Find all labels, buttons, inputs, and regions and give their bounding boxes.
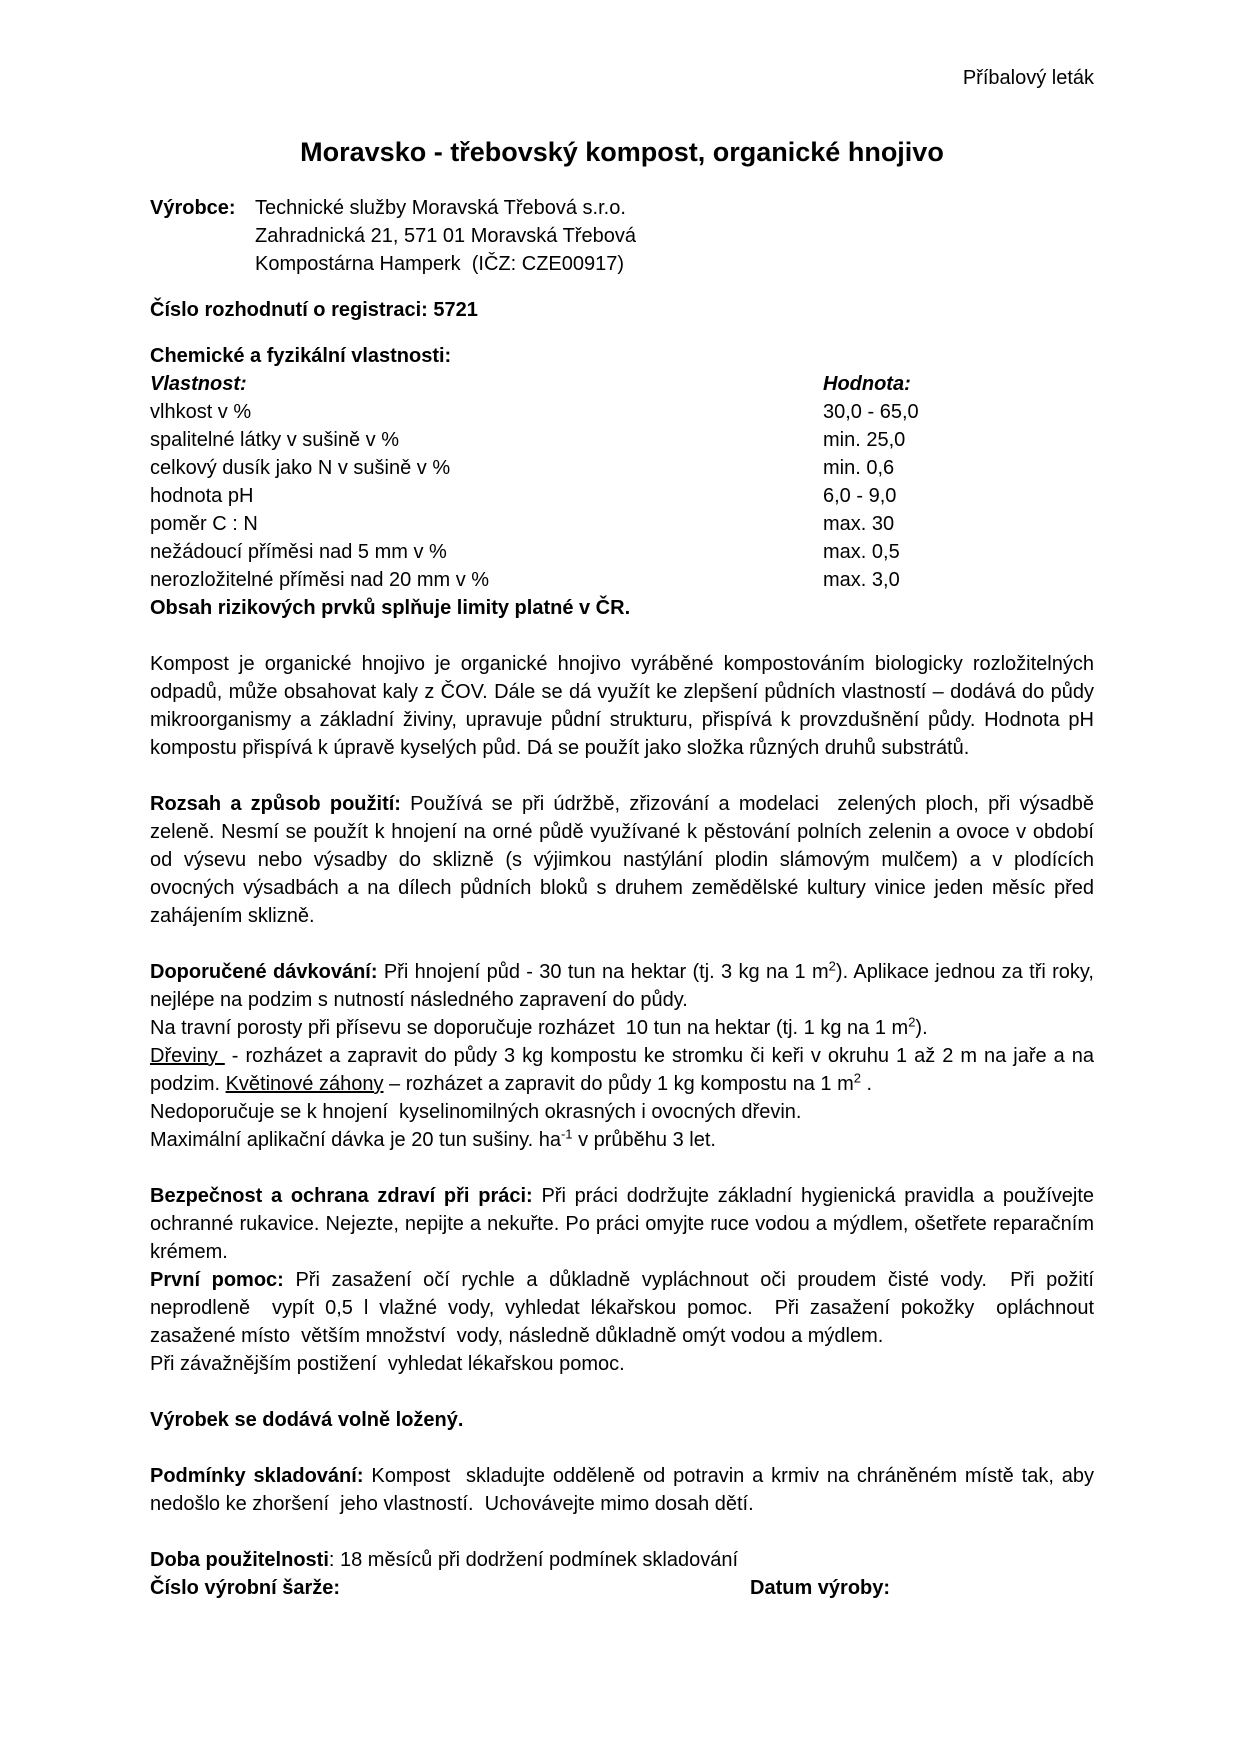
paragraph-usage: Rozsah a způsob použití: Používá se při údržbě, zřizování a modelaci zelených ploch, při výsadbě zeleně. Nesmí se použít k hnojení na orné půdě využívané k pěstování polních zelenin a ovoce v období od výsevu nebo výsadby do sklizně (s výjimkou nastýlání plodin slámovým mulčem) a v plodících ovocných výsadbách a na dílech půdních bloků s druhem zemědělské kultury vinice jeden měsíc před zahájením sklizně. [150,793,1100,927]
property-value: 30,0 - 65,0 [823,401,919,423]
table-row [150,426,1094,454]
producer-site: Kompostárna Hamperk (IČZ: CZE00917) [255,253,625,275]
production-date-label: Datum výroby: [750,1577,891,1599]
property-name: nežádoucí příměsi nad 5 mm v % [150,541,447,563]
properties-table [150,342,1094,622]
producer-lines [255,194,636,278]
table-row [150,510,1094,538]
table-row [150,538,1094,566]
properties-column-headers [150,370,1094,398]
producer-label: Výrobce: [150,197,236,219]
property-value: 6,0 - 9,0 [823,485,897,507]
registration-number-line: Číslo rozhodnutí o registraci: 5721 [150,299,478,321]
table-row [150,566,1094,594]
property-name: hodnota pH [150,485,254,507]
producer-name: Technické služby Moravská Třebová s.r.o. [255,197,626,219]
properties-heading: Chemické a fyzikální vlastnosti: [150,345,452,367]
table-row [150,454,1094,482]
risk-elements-note: Obsah rizikových prvků splňuje limity platné v ČR. [150,597,631,619]
table-row [150,398,1094,426]
property-value: max. 30 [823,513,895,535]
producer-address: Zahradnická 21, 571 01 Moravská Třebová [255,225,636,247]
batch-number-label: Číslo výrobní šarže: [150,1577,341,1599]
property-value: min. 25,0 [823,429,906,451]
property-name: poměr C : N [150,513,258,535]
header-note: Příbalový leták [962,67,1094,89]
property-value: min. 0,6 [823,457,895,479]
property-name: vlhkost v % [150,401,252,423]
paragraph-safety: Bezpečnost a ochrana zdraví při práci: Při práci dodržujte základní hygienická pravidla a používejte ochranné rukavice. Nejezte, nepijte a nekuřte. Po práci omyjte ruce vodou a mýdlem, ošetřete reparačním krémem. První pomoc: Při zasažení očí rychle a důkladně vypláchnout oči proudem čisté vody. Při požití neprodleně vypít 0,5 l vlažné vody, vyhledat lékařskou pomoc. Při zasažení pokožky opláchnout zasažené místo větším množství vody, následně důkladně omýt vodou a mýdlem. Při závažnějším postižení vyhledat lékařskou pomoc. [150,1185,1100,1375]
shelf-life-line: Doba použitelnosti: 18 měsíců při dodržení podmínek skladování [150,1549,739,1571]
paragraph-storage: Podmínky skladování: Kompost skladujte odděleně od potravin a krmiv na chráněném místě tak, aby nedošlo ke zhoršení jeho vlastností. Uchovávejte mimo dosah dětí. [150,1465,1100,1515]
table-row [150,482,1094,510]
property-name: spalitelné látky v sušině v % [150,429,400,451]
property-value: max. 3,0 [823,569,900,591]
property-name: nerozložitelné příměsi nad 20 mm v % [150,569,490,591]
column-header-property: Vlastnost: [150,373,247,395]
delivery-note: Výrobek se dodává volně ložený. [150,1409,464,1431]
column-header-value: Hodnota: [823,373,911,395]
producer-block [150,194,1094,278]
paragraph-description: Kompost je organické hnojivo je organické hnojivo vyráběné kompostováním biologicky rozložitelných odpadů, může obsahovat kaly z ČOV. Dále se dá využít ke zlepšení půdních vlastností – dodává do půdy mikroorganismy a základní živiny, upravuje půdní strukturu, přispívá k provzdušnění půdy. Hodnota pH kompostu přispívá k úpravě kyselých půd. Dá se použít jako složka různých druhů substrátů. [150,653,1100,759]
property-name: celkový dusík jako N v sušině v % [150,457,451,479]
page-title: Moravsko - třebovský kompost, organické hnojivo [300,137,944,167]
paragraph-dosage: Doporučené dávkování: Při hnojení půd - 30 tun na hektar (tj. 3 kg na 1 $m^2$). Aplikace jednou za tři roky, nejlépe na podzim s nutností následného zapravení do půdy. Na travní porosty při přísevu se doporučuje rozházet 10 tun na hektar (tj. 1 kg na 1 $m^2$). Dřeviny - rozházet a zapravit do půdy 3 kg kompostu ke stromku či keři v okruhu 1 až 2 m na jaře a na podzim. Květinové záhony – rozházet a zapravit do půdy 1 kg kompostu na 1 $m^2$ . Nedoporučuje se k hnojení kyselinomilných okrasných i ovocných dřevin. Maximální aplikační dávka je 20 tun sušiny. $ha^{-1}$ v průběhu 3 let. [150,958,1100,1151]
property-value: max. 0,5 [823,541,900,563]
footer-row [150,1574,1094,1602]
